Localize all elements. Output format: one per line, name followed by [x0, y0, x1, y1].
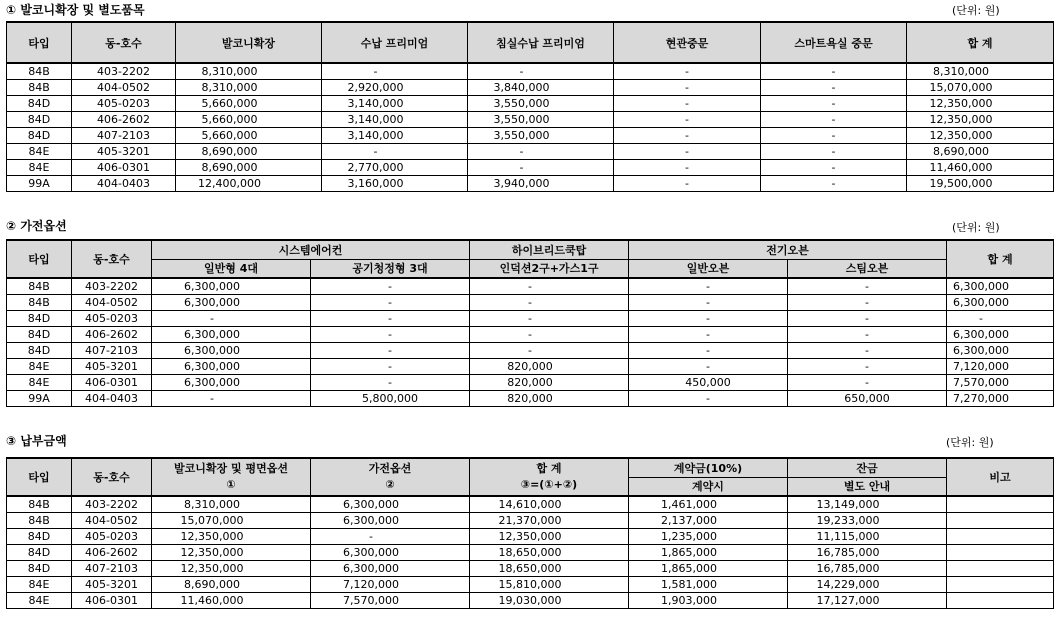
- cell-cooktop: -: [470, 295, 629, 311]
- cell-aircon-general: -: [152, 391, 311, 407]
- cell-oven-general: -: [629, 327, 788, 343]
- cell-oven-general: 450,000: [629, 375, 788, 391]
- cell-type: 99A: [7, 391, 72, 407]
- cell-type: 84E: [7, 144, 72, 160]
- cell-entrance-door: -: [614, 80, 761, 96]
- cell-storage-premium: 2,920,000: [322, 80, 468, 96]
- cell-oven-general: -: [629, 359, 788, 375]
- cell-note: [947, 593, 1054, 609]
- section1-title: ① 발코니확장 및 별도품목: [6, 3, 145, 17]
- cell-storage-premium: 2,770,000: [322, 160, 468, 176]
- header-type: 타입: [7, 240, 72, 278]
- table-row: [7, 63, 1054, 80]
- cell-appliance: 6,300,000: [311, 513, 470, 529]
- cell-aircon-purify: -: [311, 311, 470, 327]
- cell-appliance: 7,120,000: [311, 577, 470, 593]
- cell-total: 12,350,000: [907, 96, 1054, 112]
- table-row: [7, 545, 1054, 561]
- cell-oven-steam: -: [788, 278, 947, 295]
- table-row: [7, 391, 1054, 407]
- cell-aircon-general: 6,300,000: [152, 359, 311, 375]
- cell-unit-no: 404-0502: [72, 513, 152, 529]
- table-row: [7, 295, 1054, 311]
- header-appliance-label: 가전옵션: [368, 462, 412, 475]
- table-row: [7, 513, 1054, 529]
- header-storage-premium: 수납 프리미엄: [322, 22, 468, 63]
- header-appliance: [311, 458, 470, 496]
- table-row: [7, 96, 1054, 112]
- cell-aircon-general: -: [152, 311, 311, 327]
- header-deposit: 계약금(10%): [629, 458, 788, 477]
- cell-oven-steam: -: [788, 311, 947, 327]
- cell-entrance-door: -: [614, 176, 761, 192]
- cell-appliance: 6,300,000: [311, 496, 470, 513]
- cell-entrance-door: -: [614, 160, 761, 176]
- cell-balance: 11,115,000: [788, 529, 947, 545]
- cell-sum: 12,350,000: [470, 529, 629, 545]
- cell-oven-general: -: [629, 343, 788, 359]
- header-cooktop-sub: 인덕션2구+가스1구: [470, 259, 629, 278]
- cell-aircon-general: 6,300,000: [152, 343, 311, 359]
- cell-total: 8,690,000: [907, 144, 1054, 160]
- cell-deposit: 1,581,000: [629, 577, 788, 593]
- cell-storage-premium: -: [322, 63, 468, 80]
- cell-oven-general: -: [629, 391, 788, 407]
- cell-oven-steam: -: [788, 327, 947, 343]
- cell-balcony: 12,350,000: [152, 545, 311, 561]
- cell-balcony: 12,400,000: [176, 176, 322, 192]
- cell-aircon-purify: -: [311, 359, 470, 375]
- header-balcony: 발코니확장: [176, 22, 322, 63]
- cell-type: 84B: [7, 295, 72, 311]
- cell-type: 84D: [7, 128, 72, 144]
- table-row: [7, 359, 1054, 375]
- cell-total: 7,270,000: [947, 391, 1054, 407]
- cell-unit-no: 404-0502: [72, 295, 152, 311]
- cell-note: [947, 513, 1054, 529]
- cell-total: 6,300,000: [947, 278, 1054, 295]
- cell-balcony: 8,690,000: [176, 144, 322, 160]
- cell-aircon-general: 6,300,000: [152, 327, 311, 343]
- cell-type: 84B: [7, 278, 72, 295]
- cell-unit-no: 405-3201: [72, 359, 152, 375]
- table-row: [7, 577, 1054, 593]
- cell-oven-steam: -: [788, 343, 947, 359]
- table-row: [7, 144, 1054, 160]
- header-sum: [470, 458, 629, 496]
- cell-sum: 18,650,000: [470, 561, 629, 577]
- section2-title: ② 가전옵션: [6, 219, 67, 233]
- cell-balance: 17,127,000: [788, 593, 947, 609]
- table-row: [7, 375, 1054, 391]
- cell-oven-steam: 650,000: [788, 391, 947, 407]
- cell-balance: 16,785,000: [788, 545, 947, 561]
- cell-sum: 18,650,000: [470, 545, 629, 561]
- cell-aircon-purify: -: [311, 343, 470, 359]
- cell-total: 7,570,000: [947, 375, 1054, 391]
- header-balcony-sub: ①: [226, 478, 236, 491]
- cell-unit-no: 404-0403: [72, 176, 176, 192]
- cell-unit-no: 405-0203: [72, 96, 176, 112]
- cell-entrance-door: -: [614, 128, 761, 144]
- cell-unit-no: 403-2202: [72, 496, 152, 513]
- cell-balance: 13,149,000: [788, 496, 947, 513]
- cell-balcony: 8,690,000: [152, 577, 311, 593]
- cell-oven-general: -: [629, 278, 788, 295]
- section2-unit: (단위: 원): [952, 221, 1000, 234]
- cell-bedroom-storage-premium: 3,550,000: [468, 112, 614, 128]
- cell-bedroom-storage-premium: 3,840,000: [468, 80, 614, 96]
- cell-unit-no: 403-2202: [72, 278, 152, 295]
- cell-unit-no: 405-0203: [72, 529, 152, 545]
- header-total: 합 계: [947, 240, 1054, 278]
- cell-unit-no: 405-0203: [72, 311, 152, 327]
- cell-balcony: 12,350,000: [152, 561, 311, 577]
- header-aircon: 시스템에어컨: [152, 240, 470, 259]
- cell-balcony: 12,350,000: [152, 529, 311, 545]
- cell-note: [947, 496, 1054, 513]
- cell-total: 6,300,000: [947, 295, 1054, 311]
- section1-unit: (단위: 원): [952, 4, 1000, 17]
- cell-total: 6,300,000: [947, 327, 1054, 343]
- cell-total: 12,350,000: [907, 112, 1054, 128]
- cell-unit-no: 404-0403: [72, 391, 152, 407]
- header-balcony: [152, 458, 311, 496]
- cell-smart-bath-door: -: [761, 128, 907, 144]
- header-note: 비고: [947, 458, 1054, 496]
- cell-aircon-purify: -: [311, 278, 470, 295]
- cell-unit-no: 407-2103: [72, 128, 176, 144]
- cell-balcony: 5,660,000: [176, 96, 322, 112]
- cell-cooktop: -: [470, 278, 629, 295]
- cell-entrance-door: -: [614, 63, 761, 80]
- cell-smart-bath-door: -: [761, 63, 907, 80]
- table-row: [7, 327, 1054, 343]
- cell-oven-steam: -: [788, 359, 947, 375]
- cell-type: 84D: [7, 311, 72, 327]
- cell-smart-bath-door: -: [761, 176, 907, 192]
- cell-type: 84E: [7, 577, 72, 593]
- cell-unit-no: 406-0301: [72, 160, 176, 176]
- cell-balcony: 5,660,000: [176, 128, 322, 144]
- cell-unit-no: 407-2103: [72, 343, 152, 359]
- table-row: [7, 311, 1054, 327]
- cell-total: 8,310,000: [907, 63, 1054, 80]
- table-row: [7, 593, 1054, 609]
- table-row: [7, 112, 1054, 128]
- cell-note: [947, 545, 1054, 561]
- header-bedroom-storage-premium: 침실수납 프리미엄: [468, 22, 614, 63]
- cell-total: 15,070,000: [907, 80, 1054, 96]
- cell-type: 84E: [7, 160, 72, 176]
- cell-total: 12,350,000: [907, 128, 1054, 144]
- cell-storage-premium: 3,140,000: [322, 112, 468, 128]
- cell-sum: 14,610,000: [470, 496, 629, 513]
- header-aircon-purify: 공기청정형 3대: [311, 259, 470, 278]
- cell-type: 84B: [7, 513, 72, 529]
- cell-unit-no: 407-2103: [72, 561, 152, 577]
- cell-bedroom-storage-premium: 3,940,000: [468, 176, 614, 192]
- cell-aircon-general: 6,300,000: [152, 295, 311, 311]
- table-row: [7, 529, 1054, 545]
- payment-table: [6, 457, 1054, 609]
- cell-unit-no: 406-0301: [72, 593, 152, 609]
- table-row: [7, 561, 1054, 577]
- cell-smart-bath-door: -: [761, 80, 907, 96]
- cell-appliance: -: [311, 529, 470, 545]
- cell-note: [947, 529, 1054, 545]
- header-entrance-door: 현관중문: [614, 22, 761, 63]
- cell-type: 84B: [7, 63, 72, 80]
- cell-type: 84E: [7, 375, 72, 391]
- cell-sum: 15,810,000: [470, 577, 629, 593]
- appliance-table: [6, 239, 1054, 407]
- cell-cooktop: 820,000: [470, 359, 629, 375]
- cell-entrance-door: -: [614, 96, 761, 112]
- header-sum-label: 합 계: [536, 462, 562, 475]
- header-total: 합 계: [907, 22, 1054, 63]
- header-deposit-sub: 계약시: [629, 477, 788, 496]
- cell-total: 6,300,000: [947, 343, 1054, 359]
- cell-oven-steam: -: [788, 375, 947, 391]
- cell-sum: 21,370,000: [470, 513, 629, 529]
- cell-smart-bath-door: -: [761, 112, 907, 128]
- table-row: [7, 176, 1054, 192]
- cell-bedroom-storage-premium: -: [468, 144, 614, 160]
- header-balcony-label: 발코니확장 및 평면옵션: [174, 462, 288, 475]
- cell-balcony: 11,460,000: [152, 593, 311, 609]
- table-row: [7, 80, 1054, 96]
- cell-oven-general: -: [629, 295, 788, 311]
- header-type: 타입: [7, 22, 72, 63]
- cell-balcony: 8,310,000: [176, 63, 322, 80]
- cell-unit-no: 405-3201: [72, 577, 152, 593]
- header-aircon-general: 일반형 4대: [152, 259, 311, 278]
- cell-type: 84E: [7, 593, 72, 609]
- cell-balance: 19,233,000: [788, 513, 947, 529]
- cell-total: 19,500,000: [907, 176, 1054, 192]
- cell-bedroom-storage-premium: 3,550,000: [468, 128, 614, 144]
- cell-sum: 19,030,000: [470, 593, 629, 609]
- cell-appliance: 6,300,000: [311, 545, 470, 561]
- cell-cooktop: -: [470, 311, 629, 327]
- cell-total: 7,120,000: [947, 359, 1054, 375]
- cell-balcony: 8,310,000: [176, 80, 322, 96]
- header-unit-no: 동-호수: [72, 22, 176, 63]
- cell-deposit: 1,865,000: [629, 545, 788, 561]
- header-unit-no: 동-호수: [72, 458, 152, 496]
- cell-balance: 16,785,000: [788, 561, 947, 577]
- header-sum-sub: ③=(①+②): [520, 478, 578, 491]
- cell-oven-steam: -: [788, 295, 947, 311]
- cell-storage-premium: 3,140,000: [322, 96, 468, 112]
- header-unit-no: 동-호수: [72, 240, 152, 278]
- cell-aircon-purify: -: [311, 327, 470, 343]
- cell-entrance-door: -: [614, 144, 761, 160]
- cell-unit-no: 406-2602: [72, 545, 152, 561]
- cell-deposit: 1,461,000: [629, 496, 788, 513]
- table-row: [7, 128, 1054, 144]
- cell-type: 84D: [7, 343, 72, 359]
- cell-cooktop: 820,000: [470, 391, 629, 407]
- cell-type: 84D: [7, 545, 72, 561]
- cell-aircon-general: 6,300,000: [152, 278, 311, 295]
- cell-appliance: 6,300,000: [311, 561, 470, 577]
- cell-smart-bath-door: -: [761, 160, 907, 176]
- cell-bedroom-storage-premium: -: [468, 160, 614, 176]
- cell-total: 11,460,000: [907, 160, 1054, 176]
- cell-bedroom-storage-premium: -: [468, 63, 614, 80]
- cell-balance: 14,229,000: [788, 577, 947, 593]
- cell-aircon-purify: -: [311, 375, 470, 391]
- cell-unit-no: 404-0502: [72, 80, 176, 96]
- cell-unit-no: 406-2602: [72, 327, 152, 343]
- cell-cooktop: -: [470, 327, 629, 343]
- cell-balcony: 15,070,000: [152, 513, 311, 529]
- cell-type: 84D: [7, 529, 72, 545]
- cell-type: 84B: [7, 80, 72, 96]
- cell-bedroom-storage-premium: 3,550,000: [468, 96, 614, 112]
- table-row: [7, 343, 1054, 359]
- header-appliance-sub: ②: [385, 478, 395, 491]
- cell-unit-no: 406-0301: [72, 375, 152, 391]
- balcony-table: [6, 21, 1054, 192]
- cell-storage-premium: 3,140,000: [322, 128, 468, 144]
- cell-cooktop: -: [470, 343, 629, 359]
- header-oven-steam: 스팀오븐: [788, 259, 947, 278]
- cell-type: 99A: [7, 176, 72, 192]
- cell-appliance: 7,570,000: [311, 593, 470, 609]
- cell-oven-general: -: [629, 311, 788, 327]
- table-row: [7, 278, 1054, 295]
- cell-type: 84D: [7, 327, 72, 343]
- cell-storage-premium: -: [322, 144, 468, 160]
- cell-aircon-purify: 5,800,000: [311, 391, 470, 407]
- cell-deposit: 1,865,000: [629, 561, 788, 577]
- cell-storage-premium: 3,160,000: [322, 176, 468, 192]
- cell-smart-bath-door: -: [761, 96, 907, 112]
- cell-note: [947, 561, 1054, 577]
- header-balance: 잔금: [788, 458, 947, 477]
- cell-balcony: 5,660,000: [176, 112, 322, 128]
- cell-balcony: 8,310,000: [152, 496, 311, 513]
- cell-type: 84D: [7, 561, 72, 577]
- header-type: 타입: [7, 458, 72, 496]
- cell-total: -: [947, 311, 1054, 327]
- cell-entrance-door: -: [614, 112, 761, 128]
- header-smart-bath-door: 스마트욕실 중문: [761, 22, 907, 63]
- header-oven: 전기오븐: [629, 240, 947, 259]
- cell-unit-no: 403-2202: [72, 63, 176, 80]
- cell-deposit: 1,235,000: [629, 529, 788, 545]
- cell-balcony: 8,690,000: [176, 160, 322, 176]
- section3-title: ③ 납부금액: [6, 434, 67, 448]
- cell-type: 84D: [7, 96, 72, 112]
- cell-unit-no: 405-3201: [72, 144, 176, 160]
- table-row: [7, 160, 1054, 176]
- header-balance-sub: 별도 안내: [788, 477, 947, 496]
- header-oven-general: 일반오븐: [629, 259, 788, 278]
- cell-aircon-general: 6,300,000: [152, 375, 311, 391]
- section3-unit: (단위: 원): [946, 436, 994, 449]
- cell-deposit: 2,137,000: [629, 513, 788, 529]
- cell-smart-bath-door: -: [761, 144, 907, 160]
- table-row: [7, 496, 1054, 513]
- cell-deposit: 1,903,000: [629, 593, 788, 609]
- cell-type: 84E: [7, 359, 72, 375]
- cell-note: [947, 577, 1054, 593]
- header-cooktop: 하이브리드쿡탑: [470, 240, 629, 259]
- cell-cooktop: 820,000: [470, 375, 629, 391]
- cell-type: 84B: [7, 496, 72, 513]
- cell-type: 84D: [7, 112, 72, 128]
- cell-unit-no: 406-2602: [72, 112, 176, 128]
- cell-aircon-purify: -: [311, 295, 470, 311]
